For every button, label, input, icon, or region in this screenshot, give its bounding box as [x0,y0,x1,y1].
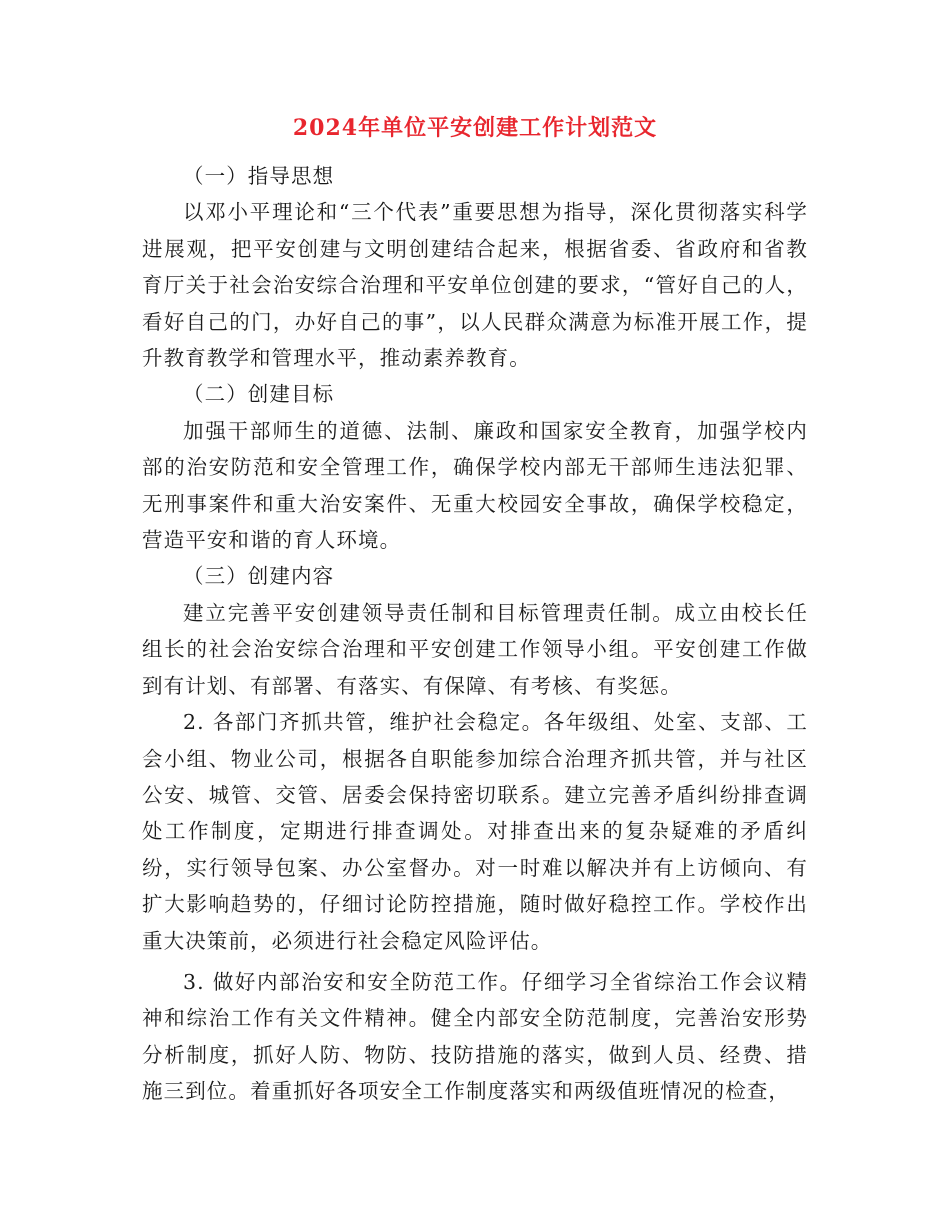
section-heading-guiding-ideology: （一）指导思想 [183,164,335,188]
paragraph-goals: 加强干部师生的道德、法制、廉政和国家安全教育，加强学校内部的治安防范和安全管理工作，确保学校内部无干部师生违法犯罪、无刑事案件和重大治安案件、无重大校园安全事故，确保学校稳定，营造平安和谐的育人环境。 [142,418,808,553]
paragraph-content-2: 2. 各部门齐抓共管，维护社会稳定。各年级组、处室、支部、工会小组、物业公司，根据各自职能参加综合治理齐抓共管，并与社区公安、城管、交管、居委会保持密切联系。建立完善矛盾纠纷排查调处工作制度，定期进行排查调处。对排查出来的复杂疑难的矛盾纠纷，实行领导包案、办公室督办。对一时难以解决并有上访倾向、有扩大影响趋势的，仔细讨论防控措施，随时做好稳控工作。学校作出重大决策前，必须进行社会稳定风险评估。 [142,710,808,953]
section-heading-goals: （二）创建目标 [183,382,335,407]
section-heading-content: （三）创建内容 [183,564,335,589]
paragraph-content-1: 建立完善平安创建领导责任制和目标管理责任制。成立由校长任组长的社会治安综合治理和平安创建工作领导小组。平安创建工作做到有计划、有部署、有落实、有保障、有考核、有奖惩。 [142,600,808,698]
document-body [142,158,808,1110]
document-title: 2024年单位平安创建工作计划范文 [292,115,658,141]
paragraph-guiding-ideology: 以邓小平理论和“三个代表”重要思想为指导，深化贯彻落实科学进展观，把平安创建与文明创建结合起来，根据省委、省政府和省教育厅关于社会治安综合治理和平安单位创建的要求，“管好自己的人，看好自己的门，办好自己的事”，以人民群众满意为标准开展工作，提升教育教学和管理水平，推动素养教育。 [142,200,808,371]
paragraph-content-3: 3. 做好内部治安和安全防范工作。仔细学习全省综治工作会议精神和综治工作有关文件精神。健全内部安全防范制度，完善治安形势分析制度，抓好人防、物防、技防措施的落实，做到人员、经费、措施三到位。着重抓好各项安全工作制度落实和两级值班情况的检查， [142,969,808,1104]
